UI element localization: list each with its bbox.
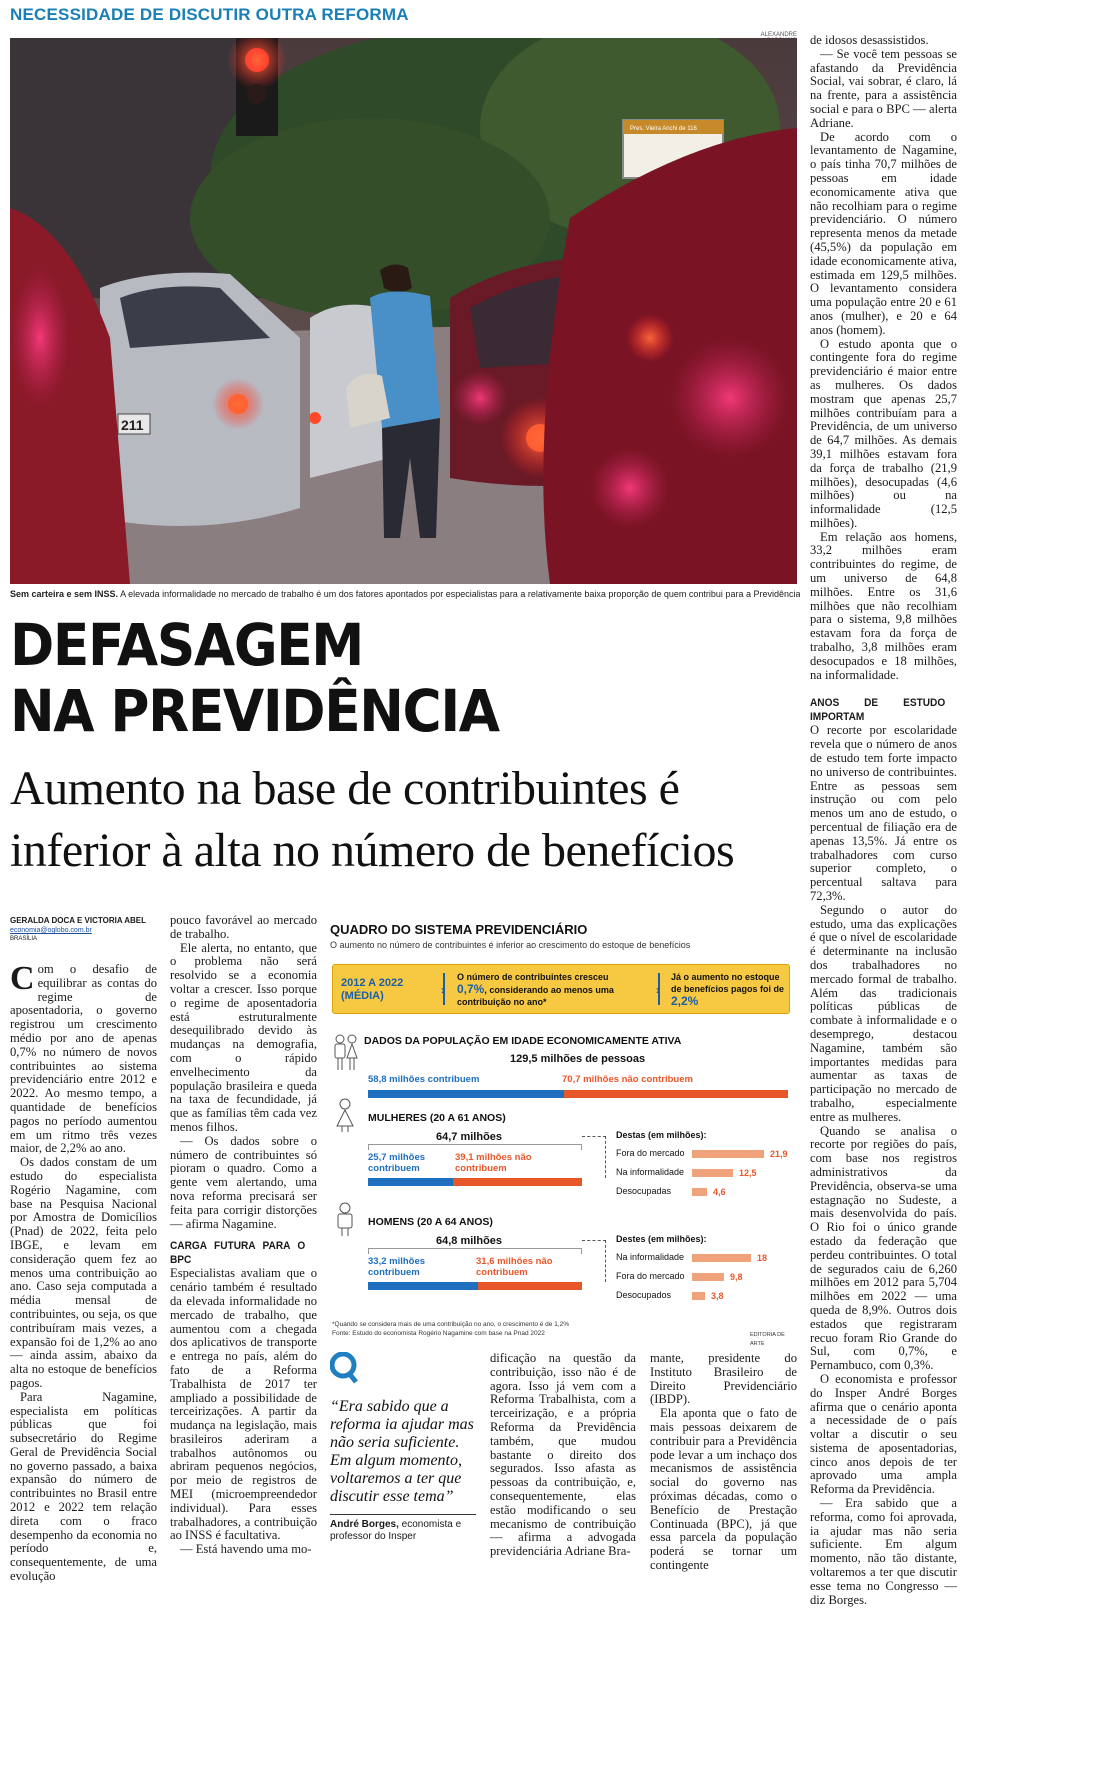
- byline-city: BRASÍLIA: [10, 936, 38, 942]
- population-noncontrib-bar: [564, 1090, 788, 1098]
- man-icon: [334, 1202, 356, 1236]
- caption-text: A elevada informalidade no mercado de trabalho é um dos fatores apontados por especialistas para a relativamente baixa proporção de quem contribui para a Previdência: [118, 589, 800, 599]
- paragraph: Os dados constam de um estudo do especialista Rogério Nagamine, com base na Pesquisa Nacional por Amostra de Domicílios (Pnad) de 2022, feita pelo IBGE, e levam em consideração quem fez ao menos uma contribuição ao ano. Caso seja computada a média mensal de contribuintes, ou seja, os que contribuíram mais vezes, a expansão foi de 1,2% ao ano — ainda assim, abaixo da alta no estoque de benefícios pagos.: [10, 1155, 157, 1390]
- pull-quote: [330, 1352, 476, 1543]
- detail-label: Na informalidade: [616, 1252, 685, 1262]
- quote-text: “Era sabido que a reforma ia ajudar mas não seria suficiente. Em algum momento, voltaremos a ter que discutir esse tema”: [330, 1398, 474, 1505]
- photo-caption: [10, 589, 800, 599]
- detail-bar: [692, 1292, 705, 1300]
- women-noncontrib-label: 39,1 milhões não contribuem: [455, 1152, 532, 1174]
- article-column-1: [10, 916, 157, 1584]
- men-total: 64,8 milhões: [436, 1235, 503, 1247]
- connector: [582, 1136, 606, 1178]
- women-contrib-label: 25,7 milhões contribuem: [368, 1152, 426, 1174]
- paragraph: Ele alerta, no entanto, que o problema não será resolvido se a economia voltar a crescer. Isso porque o regime de aposentadoria está estruturalmente desequilibrado devido às mudanças na demografia, com o rápido envelhecimento da população brasileira e queda na taxa de fecundidade, já que as famílias têm cada vez menos filhos.: [170, 940, 317, 1134]
- drop-cap: C: [10, 960, 35, 997]
- section-subhead: ANOS DE ESTUDO IMPORTAM: [810, 697, 946, 724]
- paragraph: pouco favorável ao mercado de trabalho.: [170, 913, 317, 941]
- bracket: [368, 1248, 582, 1254]
- paragraph: De acordo com o levantamento de Nagamine, o país tinha 70,7 milhões de pessoas em idade economicamente ativa que não recolhiam para o regime previdenciário. O número representa menos da metade (45,5%) da população em idade economicamente ativa, estimada em 129,5 milhões. O levantamento considera uma população entre 20 e 61 anos (mulher), e 20 e 64 anos (homem).: [810, 129, 957, 337]
- section-kicker: NECESSIDADE DE DISCUTIR OUTRA REFORMA: [10, 5, 409, 24]
- bracket: [368, 1144, 582, 1150]
- detail-label: Fora do mercado: [616, 1271, 685, 1281]
- paragraph: O economista e professor do Insper André Borges afirma que o cenário aponta a necessidade de o país voltar a discutir o seu sistema de aposentadorias, cinco anos depois de ter aprovado uma ampla Reforma da Previdência.: [810, 1371, 957, 1497]
- detail-label: Desocupados: [616, 1290, 672, 1300]
- detail-label: Na informalidade: [616, 1167, 685, 1177]
- men-contrib-bar: [368, 1282, 478, 1290]
- men-contrib-label: 33,2 milhões contribuem: [368, 1256, 426, 1278]
- women-detail-title: Destas (em milhões):: [616, 1130, 707, 1140]
- women-noncontrib-bar: [453, 1178, 582, 1186]
- headline-line-2: NA PREVIDÊNCIA: [10, 677, 499, 745]
- section-subhead: CARGA FUTURA PARA O BPC: [170, 1240, 306, 1267]
- detail-value: 12,5: [739, 1168, 757, 1178]
- infographic: [330, 922, 798, 1347]
- infographic-subtitle: O aumento no número de contribuintes é inferior ao crescimento do estoque de benefícios: [330, 940, 691, 950]
- women-title: MULHERES (20 A 61 ANOS): [368, 1112, 506, 1124]
- arrow-right-icon: ›: [656, 983, 660, 997]
- paragraph: — Era sabido que a reforma, como foi aprovada, ia ajudar mas não seria suficiente. Em algum momento, não tão distante, voltaremos a ter que discutir esse tema no Congresso — diz Borges.: [810, 1496, 957, 1607]
- connector: [582, 1240, 606, 1282]
- woman-icon: [334, 1098, 356, 1132]
- benefits-growth: Já o aumento no estoque de benefícios pagos foi de 2,2%: [671, 972, 785, 1008]
- art-credit: EDITORIA DE ARTE: [750, 1332, 785, 1347]
- infographic-title: QUADRO DO SISTEMA PREVIDENCIÁRIO: [330, 922, 588, 937]
- article-column-4: [490, 1352, 636, 1559]
- detail-value: 21,9: [770, 1149, 788, 1159]
- detail-value: 9,8: [730, 1272, 743, 1282]
- article-column-6: [810, 34, 957, 1607]
- byline-authors: GERALDA DOCA E VICTORIA ABEL: [10, 916, 147, 925]
- quote-author: André Borges, economista e professor do Insper: [330, 1519, 462, 1542]
- detail-label: Desocupadas: [616, 1186, 672, 1196]
- population-contrib-bar: [368, 1090, 564, 1098]
- quote-q-icon: [330, 1352, 358, 1384]
- population-contrib-label: 58,8 milhões contribuem: [368, 1074, 480, 1085]
- street-sign-text: Pres. Vieira Anchi de 116: [630, 126, 697, 132]
- women-contrib-bar: [368, 1178, 453, 1186]
- paragraph: mante, presidente do Instituto Brasileiro de Direito Previdenciário (IBDP).: [650, 1351, 797, 1407]
- article-column-2: [170, 914, 317, 1557]
- men-title: HOMENS (20 A 64 ANOS): [368, 1216, 493, 1228]
- source: Fonte: Estudo do economista Rogério Nagamine com base na Pnad 2022: [332, 1330, 545, 1337]
- paragraph: — Se você tem pessoas se afastando da Previdência Social, vai sobrar, é claro, lá na frente, para a assistência social e para o BPC — alerta Adriane.: [810, 46, 957, 130]
- byline-email[interactable]: economia@oglobo.com.br: [10, 927, 92, 934]
- paragraph: Em relação aos homens, 33,2 milhões eram contribuintes do regime, de um universo de 64,8 milhões. Entre os 31,6 milhões que não recolhiam para o sistema, 9,8 milhões estavam fora da força de trabalho, 3,8 milhões eram desocupados e 18 milhões, na informalidade.: [810, 529, 957, 682]
- caption-lead: Sem carteira e sem INSS.: [10, 589, 119, 599]
- headline-line-1: DEFASAGEM: [10, 611, 364, 679]
- detail-value: 4,6: [713, 1187, 726, 1197]
- detail-label: Fora do mercado: [616, 1148, 685, 1158]
- people-icon: [332, 1034, 360, 1074]
- paragraph: O recorte por escolaridade revela que o número de anos de estudo tem forte impacto no universo de contribuintes. Entre as pessoas sem instrução ou com pelo menos um ano de estudo, o percentual de filiação era de apenas 13,5%. Já entre os trabalhadores com curso superior completo, o percentual saltava para 72,3%.: [810, 723, 957, 904]
- detail-value: 3,8: [711, 1291, 724, 1301]
- headline: [10, 612, 499, 744]
- detail-value: 18: [757, 1253, 768, 1263]
- photo-credit: ALEXANDRE: [760, 32, 797, 38]
- men-noncontrib-bar: [478, 1282, 582, 1290]
- article-photo: [10, 38, 797, 584]
- population-total: 129,5 milhões de pessoas: [510, 1053, 646, 1065]
- detail-bar: [692, 1254, 751, 1262]
- detail-bar: [692, 1150, 764, 1158]
- men-noncontrib-label: 31,6 milhões não contribuem: [476, 1256, 553, 1278]
- license-plate: 211: [121, 417, 144, 433]
- men-detail-title: Destes (em milhões):: [616, 1234, 707, 1244]
- paragraph: O estudo aponta que o contingente fora do regime previdenciário é maior entre as mulheres. Os dados mostram que apenas 25,7 milhões contribuíam para a Previdência, de um universo de 64,7 milhões. As demais 39,1 milhões estavam fora da força de trabalho (21,9 milhões), desocupadas (4,6 milhões) ou na informalidade (12,5 milhões).: [810, 336, 957, 530]
- women-total: 64,7 milhões: [436, 1131, 503, 1143]
- footnote: *Quando se considera mais de uma contribuição no ano, o crescimento é de 1,2%: [332, 1321, 570, 1328]
- paragraph: Ela aponta que o fato de mais pessoas deixarem de contribuir para a Previdência pode levar a um inchaço dos mecanismos de assistência social do governo nas próximas décadas, como o Benefício de Prestação Continuada (BPC), já que essa parcela da população poderá se tornar um contingente: [650, 1406, 797, 1572]
- paragraph: Com o desafio de equilibrar as contas do regime de aposentadoria, o governo registrou um crescimento médio por ano de apenas 0,7% no número de novos contribuintes ao sistema previdenciário entre 2012 e 2022. Ao mesmo tempo, a quantidade de benefícios pagos no período aumentou em um ritmo três vezes maior, de 2,2% ao ano.: [10, 960, 157, 1156]
- traffic-scene-illustration: [10, 38, 797, 584]
- population-noncontrib-label: 70,7 milhões não contribuem: [562, 1074, 693, 1085]
- subheadline: Aumento na base de contribuintes é inferior à alta no número de benefícios: [10, 762, 735, 877]
- paragraph: de idosos desassistidos.: [810, 33, 929, 47]
- detail-bar: [692, 1169, 733, 1177]
- arrow-right-icon: ›: [441, 983, 445, 997]
- contributors-growth: O número de contribuintes cresceu 0,7%, considerando ao menos uma contribuição no ano*: [457, 972, 614, 1007]
- paragraph: Para Nagamine, especialista em políticas públicas que foi subsecretário do Regime Geral de Previdência Social no governo passado, a baixa expansão do número de contribuintes no Brasil entre 2012 e 2022 tem relação direta com o fraco desempenho da economia no período e, consequentemente, de uma evolução: [10, 1389, 157, 1584]
- detail-bar: [692, 1273, 724, 1281]
- detail-bar: [692, 1188, 707, 1196]
- paragraph: Segundo o autor do estudo, uma das explicações é que o nível de escolaridade é determinante na inclusão dos trabalhadores no mercado formal de trabalho. Além das tradicionais políticas públicas de combate à informalidade e o desemprego, destacou Nagamine, também são importantes medidas para aumentar as taxas de participação no mercado de trabalho, especialmente entre as mulheres.: [810, 902, 957, 1124]
- article-column-5: [650, 1352, 797, 1573]
- period-label: 2012 A 2022 (MÉDIA): [341, 977, 404, 1002]
- summary-box: [332, 964, 790, 1014]
- population-section-title: DADOS DA POPULAÇÃO EM IDADE ECONOMICAMENTE ATIVA: [364, 1035, 682, 1047]
- paragraph: Quando se analisa o recorte por regiões do país, com base nos registros administrativos da Previdência, observa-se uma estagnação no Sudeste, a mais desenvolvida do país. O Rio foi o único grande estado da federação que perdeu contribuintes. O total de segurados caiu de 6,260 milhões em 2012 para 5,704 milhões em 2022 — uma queda de 8,9%. Outros dois estados que registraram recuo foram Rio Grande do Sul, com 0,7%, e Pernambuco, com 0,3%.: [810, 1123, 957, 1373]
- paragraph: Especialistas avaliam que o cenário também é resultado da elevada informalidade no mercado de trabalho, que aumentou com a chegada dos aplicativos de transporte e entrega no país, além do fato de a Reforma Trabalhista de 2017 ter ampliado a possibilidade de terceirizações. A partir da mudança na legislação, mais brasileiros aderiram a trabalhos autônomos ou abriram pequenos negócios, por meio de registros de MEI (microempreendedor individual). Para esses trabalhadores, a contribuição ao INSS é facultativa.: [170, 1266, 317, 1543]
- paragraph: — Está havendo uma mo-: [180, 1542, 312, 1557]
- paragraph: dificação na questão da contribuição, isso não é de agora. Isso já vem com a Reforma Trabalhista, com a terceirização, e a própria Reforma da Previdência também, que mudou bastante o direito dos segurados. Isso afasta as pessoas da contribuição, e, consequentemente, elas estão modificando o seu mecanismo de contribuição — afirma a advogada previdenciária Adriane Bra-: [490, 1351, 636, 1559]
- divider: [330, 1514, 476, 1515]
- paragraph: — Os dados sobre o número de contribuintes só pioram o quadro. Como a gente vem alertando, uma nova reforma precisará ser feita para corrigir distorções — afirma Nagamine.: [170, 1133, 317, 1231]
